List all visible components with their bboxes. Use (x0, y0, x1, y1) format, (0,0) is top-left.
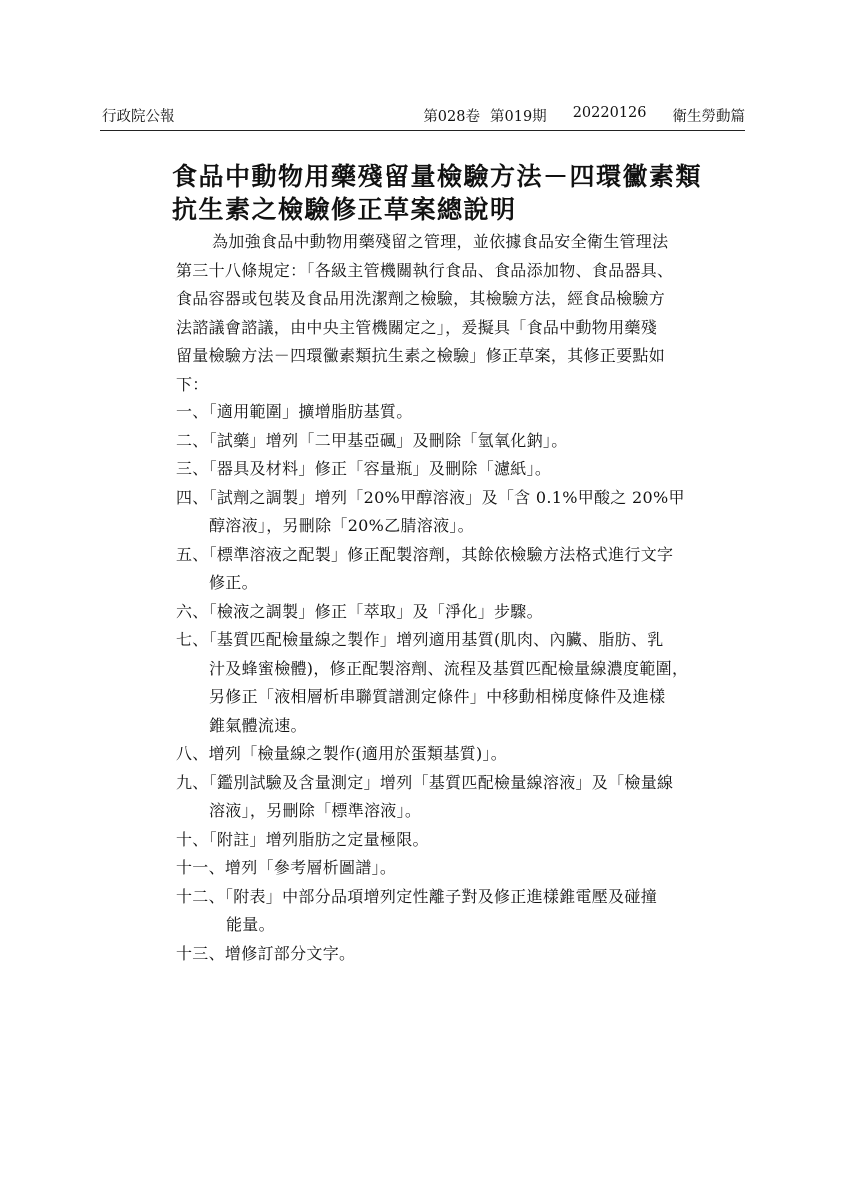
amendment-points-list (176, 398, 716, 968)
amendment-point (176, 940, 716, 969)
point-text: 二、「試藥」增列「二甲基亞碸」及刪除「氫氧化鈉」。 (176, 430, 568, 450)
point-continuation: 修正。 (209, 573, 258, 592)
issue-number: 第019期 (490, 109, 547, 125)
point-text: 八、增列「檢量線之製作(適用於蛋類基質)」。 (176, 744, 508, 763)
amendment-point (176, 826, 716, 855)
point-continuation: 汁及蜂蜜檢體)，修正配製溶劑、流程及基質匹配檢量線濃度範圍， (209, 658, 689, 678)
intro-paragraph (176, 228, 706, 399)
amendment-point (176, 598, 716, 627)
point-continuation: 醇溶液」，另刪除「20%乙腈溶液」。 (209, 516, 474, 535)
amendment-point (176, 541, 716, 598)
point-text: 九、「鑑別試驗及含量測定」增列「基質匹配檢量線溶液」及「檢量線 (176, 772, 674, 792)
intro-line: 留量檢驗方法－四環黴素類抗生素之檢驗」修正草案，其修正要點如 (176, 346, 666, 365)
intro-line: 第三十八條規定：「各級主管機關執行食品、食品添加物、食品器具、 (176, 260, 674, 280)
page-header (100, 104, 745, 131)
intro-line: 為加強食品中動物用藥殘留之管理，並依據食品安全衛生管理法 (212, 232, 669, 251)
amendment-point (176, 769, 716, 826)
title-line-1: 食品中動物用藥殘留量檢驗方法－四環黴素類 (172, 162, 703, 191)
point-continuation: 溶液」，另刪除「標準溶液」。 (209, 801, 422, 820)
point-continuation: 能量。 (226, 915, 275, 934)
point-text: 十一、增列「參考層析圖譜」。 (176, 858, 397, 877)
intro-line: 法諮議會諮議，由中央主管機關定之」，爰擬具「食品中動物用藥殘 (176, 317, 658, 337)
amendment-point (176, 427, 716, 456)
intro-line: 下： (176, 374, 209, 394)
intro-line: 食品容器或包裝及食品用洗潔劑之檢驗，其檢驗方法，經食品檢驗方 (176, 289, 666, 308)
document-title (172, 160, 732, 226)
point-text: 十二、「附表」中部分品項增列定性離子對及修正進樣錐電壓及碰撞 (176, 886, 658, 906)
point-continuation: 另修正「液相層析串聯質譜測定條件」中移動相梯度條件及進樣 (209, 687, 666, 706)
point-text: 三、「器具及材料」修正「容量瓶」及刪除「濾紙」。 (176, 459, 552, 478)
publication-date: 20220126 (572, 105, 647, 121)
amendment-point (176, 455, 716, 484)
point-text: 四、「試劑之調製」增列「20%甲醇溶液」及「含 0.1%甲酸之 20%甲 (176, 487, 685, 507)
amendment-point (176, 484, 716, 541)
point-text: 七、「基質匹配檢量線之製作」增列適用基質(肌肉、內臟、脂肪、乳 (176, 630, 664, 649)
title-line-2: 抗生素之檢驗修正草案總說明 (172, 195, 517, 224)
point-text: 十三、增修訂部分文字。 (176, 943, 356, 963)
amendment-point (176, 626, 716, 740)
volume-number: 第028卷 (423, 109, 480, 125)
amendment-point (176, 854, 716, 883)
point-continuation: 錐氣體流速。 (209, 715, 307, 735)
amendment-point (176, 398, 716, 427)
point-text: 十、「附註」增列脂肪之定量極限。 (176, 829, 429, 849)
amendment-point (176, 740, 716, 769)
point-text: 五、「標準溶液之配製」修正配製溶劑，其餘依檢驗方法格式進行文字 (176, 544, 674, 564)
header-meta (423, 105, 745, 126)
point-text: 六、「檢液之調製」修正「萃取」及「淨化」步驟。 (176, 601, 543, 621)
point-text: 一、「適用範圍」擴增脂肪基質。 (176, 402, 413, 421)
section-name: 衛生勞動篇 (672, 109, 745, 125)
amendment-point (176, 883, 716, 940)
publication-name: 行政院公報 (102, 109, 175, 125)
